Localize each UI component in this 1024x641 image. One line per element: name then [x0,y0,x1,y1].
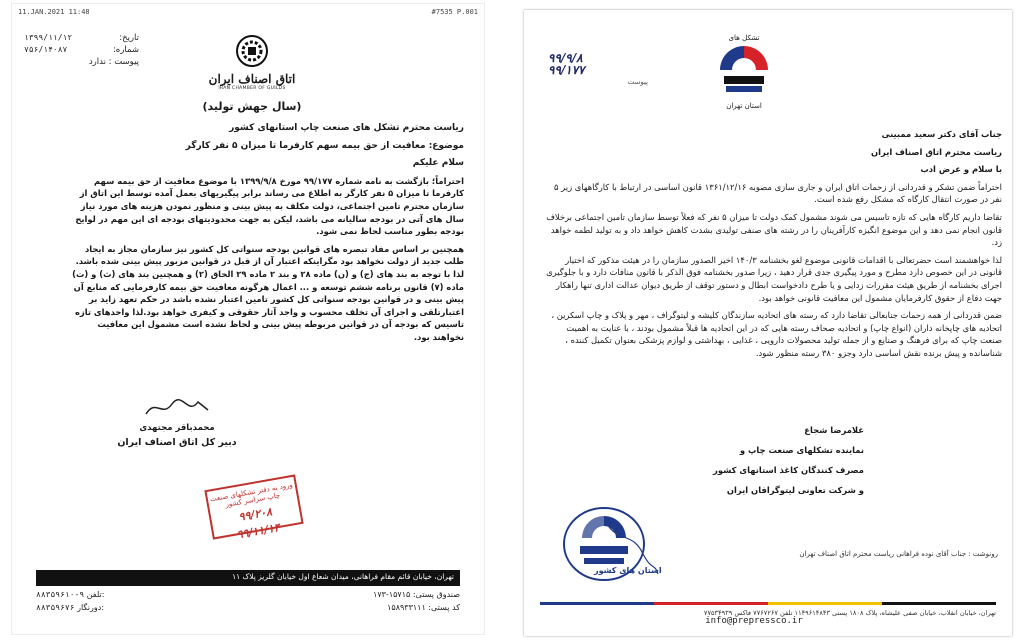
postal-box: صندوق پستی: ۱۵۷۱۵-۱۷۳ [373,590,460,599]
sign-name: غلامرضا شجاع [804,425,864,435]
receipt-stamp [204,474,303,542]
stamp-number: ۹۹/۲۰۸ [237,505,273,524]
signature-scribble-icon [142,396,212,420]
sign-line-2: مصرف کنندگان کاغذ استانهای کشور [713,465,864,475]
signer-title: دبیر کل اتاق اصناف ایران [117,437,237,448]
letter-meta [548,52,648,88]
logo-caption: تشکل های [728,34,760,42]
body-paragraph-1: احتراماً؛ بازگشت به نامه شماره ۹۹/۱۷۷ مورخ ۱۳۹۹/۹/۸ با موضوع معافیت از حق بیمه سهم کارفرما تا میزان ۵ نفر کارگر به اطلاع می رساند برابر پیگیریهای بعمل آمده توسط این اتاق از سازمان محترم تامین اجتماعی، دولت مکلف به پیش بینی و منظور نمودن هزینه های مورد نیاز سال های آتی در بودجه سالیانه می باشد، لیکن به جهت محدودیتهای بودجه ای این مهم در لوایح بودجه بطور مناسب لحاظ نمی شود. [75,175,464,237]
stamp-caption: استان های کشور [594,566,662,575]
body-paragraph-4: ضمن قدردانی از همه زحمات جنابعالی تقاضا دارد که رسته های اتحادیه سازندگان کلیشه و لیتوگراف ، مهر و پلاک و چاپ اسکرین ، اتحادیه های چاپخانه داران (انواع چاپ) و اتحادیه صحاف رسته هایی که در این اتحادیه ها قبلاً مشمول بودند ، با عنایت به اهمیت صنعت چاپ که برای فرهنگ و صنایع و از جمله تولید محصولات دارویی ، غذایی ، بهداشتی و لوازم پزشکی بعنوان تکمیل کننده ، شناسانده و پیش برنده نقش اساسی دارد وجزو ۳۸۰ رسته منظور شود. [551,310,1002,358]
fax-timestamp: 11.JAN.2021 11:48 [18,8,90,16]
logo-title: اتاق اصناف ایران [208,72,296,86]
attachment-label: پیوست [627,78,648,86]
print-guild-emblem-icon [716,42,772,98]
print-industry-logo [709,34,779,110]
year-slogan: (سال جهش تولید) [202,100,302,113]
fax-value: ۸۸۳۵۹۶۷۶ [36,603,75,612]
fax-header [18,8,478,16]
letter-body [72,122,464,349]
subject-line: موضوع: معافیت از حق بیمه سهم کارفرما تا میزان ۵ نفر کارگر [185,140,464,151]
footer-color-strip [540,602,996,605]
recipient-line: ریاست محترم تشکل های صنعت چاپ استانهای کشور [229,123,464,133]
letter-footer [540,602,996,617]
phone-label: تلفن: [86,590,105,599]
letter-footer [36,570,460,612]
signature-block [112,396,242,448]
letter-body [546,128,1002,365]
sign-line-1: نماینده تشکلهای صنعت چاپ و [739,445,864,455]
number-value: ۹۹/۱۷۷ [548,63,585,77]
fax-label: دورنگار: [77,603,105,612]
footer-address: تهران، خیابان قائم مقام فراهانی، میدان شعاع اول خیابان گلریز پلاک ۱۱ [36,570,460,586]
attachment-label: پیوست : ندارد [88,57,139,67]
footer-address: تهران، خیابان انقلاب، خیابان صفی علیشاه، پلاک ۱۸۰۸ پستی ۱۱۴۹۶۱۴۸۴۳ تلفن ۷۷۶۷۲۶۷ فاکس ۷۷۵۳۴۹۳۹ [703,609,996,617]
recipient-line-2: ریاست محترم اتاق اصناف ایران [870,146,1002,157]
guilds-emblem-icon [235,34,269,68]
signer-name: محمدباقر مجتهدی [139,423,215,433]
stamp-text: ورود به دفتر تشکلهای صنعت چاپ سراسر کشور [209,481,294,509]
date-label: تاریخ: [119,33,139,43]
logo-subtitle: IRAN CHAMBER OF GUILDS [218,86,286,91]
letter-meta [24,32,139,68]
body-paragraph-1: احتراماً ضمن تشکر و قدردانی از زحمات اتاق ایران و جاری سازی مصوبه ۱۳۶۱/۱۲/۱۶ قانون اساسی در ارتباط با کارگاههای زیر ۵ نفر در صورت انتقال کارگاه که مشکل رفع شده است. [553,181,1002,205]
stamp-date: ۹۹/۱۱/۱۴ [235,520,281,542]
phone-value: ۸۸۳۵۹۶۱۰-۹ [36,590,85,599]
logo-footer: استان تهران [726,102,762,110]
chamber-of-guilds-logo [202,34,302,91]
number-value: ۷۵۶/۱۴۰۸۷ [24,45,68,54]
fax-page-number: #7535 P.001 [431,8,478,16]
number-label: شماره: [112,45,139,55]
greeting: با سلام و عرض ادب [920,164,1002,175]
date-value: ۱۳۹۹/۱۱/۱۲ [24,33,73,42]
body-paragraph-2: تقاضا داریم کارگاه هایی که تازه تاسیس می شوند مشمول کمک دولت تا میزان ۵ نفر که فعلاً توسط سازمان تامین اجتماعی برخلاف قانون انجام نمی دهد و این موضوع انگیزه کارآفرینان را در رشته های صنفی تولیدی بشدت کاهش خواهد داد و به تولید لطمه خواهد زد. [546,211,1002,248]
cc-line: رونوشت : جناب آقای نوده فراهانی ریاست محترم اتاق اصناف تهران [799,550,998,558]
left-letter-page [12,4,484,634]
sign-line-3: و شرکت تعاونی لیتوگرافان ایران [726,485,864,495]
greeting: سلام علیکم [412,158,464,169]
date-value: ۹۹/۹/۸ [548,51,583,65]
footer-email: info@prepressco.ir [705,616,803,626]
body-paragraph-3: لذا خواهشمند است حضرتعالی با اقدامات قانونی موضوع لغو بخشنامه ۱۴۰/۳ اخیر الصدور سازمان را در هیئت مذکور که اختیار قانونی در این خصوص دارد مطرح و مورد پیگیری جدی قرار دهید ، زیرا صدور بخشنامه فوق الذکر با قانون منافات دارد و با جلوگیری اجرای بخشنامه از طریق هیئت مقررات زدایی و یا طرح دادخواست ابطال و دستور توقف از طریق دیوان عدالت اداری تنها راهکار جهت دفاع از حقوق کارفرمایان مشمول این معافیت قانونی خواهد بود. [546,254,1002,303]
organization-stamp-icon [546,502,662,588]
postal-code: کد پستی: ۱۵۸۹۳۳۱۱۱ [387,603,460,612]
signature-block [664,420,864,500]
right-letter-page [524,10,1012,636]
body-paragraph-2: همچنین بر اساس مفاد تبصره های قوانین بودجه سنواتی کل کشور نیز سازمان مجاز به ایجاد طلب جدید از دولت نخواهد بود مگراینکه اعتبار آن از قبل در قوانین مزبور پیش بینی شده باشد. لذا با توجه به بند های (ج) و (ن) ماده ۲۸ و بند ۲ ماده ۲۹ الحاق (۲) و همچنین بند های (ث) و (ت) ماده (۷) قانون برنامه ششم توسعه و ... اعمال هرگونه معافیت حق بیمه کارفرمایی که منابع آن پیش بینی و در قوانین بودجه سنواتی کل کشور تامین اعتبار نشده باشد در حکم تعهد زاید بر اعتبارتلقی و اجرای آن تخلف محسوب و واجد آثار حقوقی و کیفری خواهد بود.لذا واحدهای تازه تاسیس که بودجه آن در قوانین مربوطه پیش بینی و لحاظ نشده است مشمول این معافیت نخواهند بود. [72,243,464,342]
recipient-line-1: جناب آقای دکتر سعید ممبینی [881,129,1002,139]
